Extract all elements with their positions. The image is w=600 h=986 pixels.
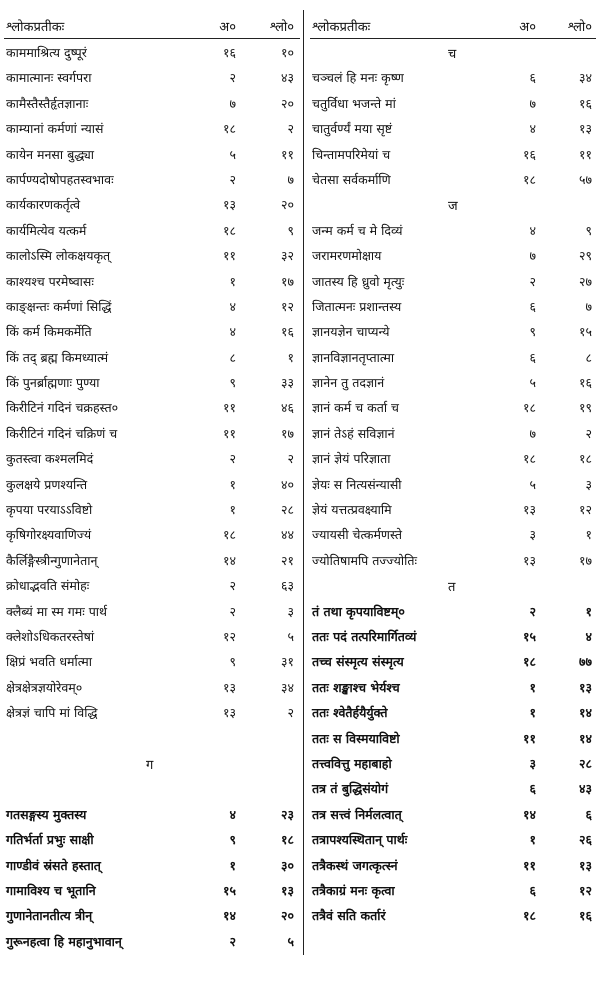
entry-term: ज्ञेयं यत्तत्प्रवक्ष्यामि	[312, 502, 392, 518]
entry-chapter: १४	[222, 908, 236, 924]
entry-chapter: ९	[529, 324, 536, 340]
entry-term: तच्च संस्मृत्य संस्मृत्य	[312, 654, 404, 670]
entry-chapter: ११	[222, 425, 236, 441]
entry-chapter: १	[229, 857, 236, 873]
index-entry	[310, 496, 596, 521]
entry-term: तत्रापश्यस्थितान् पार्थः	[312, 832, 408, 848]
entry-term: ततः पदं तत्परिमार्गितव्यं	[312, 628, 417, 644]
entry-chapter: १३	[222, 705, 236, 721]
index-entry	[4, 623, 300, 648]
index-entry	[4, 928, 300, 953]
entry-chapter: ६	[529, 781, 536, 797]
entry-term: किं कर्म किमकर्मेति	[6, 324, 92, 340]
header-row	[4, 12, 300, 39]
entry-term: गुणानेतानतीत्य त्रीन्	[6, 908, 93, 924]
index-entry	[310, 268, 596, 293]
entry-chapter: ९	[229, 654, 236, 670]
entry-list	[310, 598, 596, 928]
entry-term: जन्म कर्म च मे दिव्यं	[312, 222, 403, 238]
entry-chapter: १६	[522, 146, 536, 162]
entry-verse: १६	[578, 908, 592, 924]
index-entry	[310, 166, 596, 191]
entry-verse: ४४	[280, 527, 294, 543]
section-heading-ja: ज	[448, 199, 458, 215]
entry-term: कार्यमित्येव यत्कर्म	[6, 222, 87, 238]
entry-chapter: १	[529, 679, 536, 695]
index-entry	[4, 801, 300, 826]
index-entry	[4, 674, 300, 699]
entry-list	[4, 801, 300, 953]
entry-term: कार्यकारणकर्तृत्वे	[6, 197, 81, 213]
entry-verse: ४०	[280, 476, 294, 492]
entry-chapter: १६	[222, 45, 236, 60]
index-entry	[310, 471, 596, 496]
section-heading-cha: च	[448, 47, 457, 62]
entry-term: कायेन मनसा बुद्ध्या	[6, 146, 94, 162]
entry-verse: ३३	[280, 375, 294, 391]
index-entry	[4, 293, 300, 318]
index-entry	[310, 445, 596, 470]
index-entry	[310, 725, 596, 750]
entry-chapter: ५	[529, 476, 536, 492]
entry-term: ततः स विस्मयाविष्टो	[312, 730, 400, 746]
index-entry	[4, 242, 300, 267]
entry-verse: ३४	[280, 679, 294, 695]
index-entry	[4, 318, 300, 343]
index-entry	[310, 598, 596, 623]
entry-verse: १२	[280, 298, 294, 314]
entry-term: कामात्मानः स्वर्गपरा	[6, 70, 92, 86]
entry-chapter: १३	[522, 552, 536, 568]
entry-verse: २३	[280, 806, 294, 822]
entry-verse: ८	[585, 349, 592, 365]
left-column	[4, 12, 300, 953]
entry-term: तत्त्ववित्तु महाबाहो	[312, 755, 392, 771]
entry-term: तत्रैवं सति कर्तारं	[312, 908, 386, 924]
entry-list	[310, 217, 596, 572]
entry-chapter: २	[229, 171, 236, 187]
entry-term: क्षिप्रं भवति धर्मात्मा	[6, 654, 92, 670]
entry-term: गाण्डीवं स्रंसते हस्तात्	[6, 857, 101, 873]
index-entry	[310, 521, 596, 546]
index-entry	[310, 420, 596, 445]
entry-chapter: १८	[222, 222, 236, 238]
entry-term: ज्ञानविज्ञानतृप्तात्मा	[312, 349, 395, 365]
entry-chapter: १३	[222, 679, 236, 695]
entry-term: गुरूनहत्वा हि महानुभावान्	[6, 933, 122, 949]
index-entry	[310, 801, 596, 826]
entry-verse: ३२	[280, 248, 294, 264]
entry-chapter: १५	[522, 628, 536, 644]
index-entry	[4, 90, 300, 115]
entry-term: गामाविश्य च भूतानि	[6, 882, 96, 898]
entry-verse: १४	[578, 705, 592, 721]
entry-chapter: २	[229, 933, 236, 949]
entry-list	[4, 39, 300, 725]
entry-chapter: १४	[222, 552, 236, 568]
entry-verse: ७७	[578, 654, 592, 670]
entry-chapter: १८	[222, 527, 236, 543]
entry-term: ततः शङ्खाश्च भेर्यश्च	[312, 679, 400, 695]
entry-list	[310, 64, 596, 191]
entry-chapter: ४	[529, 222, 536, 238]
index-entry	[4, 521, 300, 546]
index-entry	[310, 344, 596, 369]
index-entry	[310, 902, 596, 927]
index-entry	[4, 39, 300, 64]
index-entry	[310, 217, 596, 242]
entry-term: क्षेत्रज्ञं चापि मां विद्धि	[6, 705, 98, 721]
entry-chapter: ४	[229, 806, 236, 822]
entry-term: चातुर्वर्ण्यं मया सृष्टं	[312, 121, 393, 137]
entry-verse: ३	[585, 476, 592, 492]
section-heading-ta: त	[448, 580, 456, 596]
index-entry	[310, 115, 596, 140]
entry-chapter: १३	[522, 502, 536, 518]
entry-chapter: ११	[522, 730, 536, 746]
index-entry	[4, 699, 300, 724]
entry-term: ततः श्वेतैर्हयैर्युक्ते	[312, 705, 388, 721]
entry-chapter: १	[229, 502, 236, 518]
entry-verse: १३	[578, 857, 592, 873]
entry-verse: २०	[280, 197, 294, 213]
column-divider	[303, 10, 304, 955]
entry-verse: १७	[280, 273, 294, 289]
entry-term: ज्यायसी चेत्कर्मणस्ते	[312, 527, 402, 543]
entry-chapter: २	[229, 603, 236, 619]
entry-chapter: ६	[529, 349, 536, 365]
entry-verse: ९	[287, 222, 294, 238]
entry-chapter: ३	[529, 755, 536, 771]
entry-chapter: २	[229, 578, 236, 594]
entry-verse: ११	[280, 146, 294, 162]
index-entry	[4, 598, 300, 623]
entry-term: ज्ञानेन तु तदज्ञानं	[312, 375, 385, 391]
entry-verse: १८	[280, 832, 294, 848]
entry-term: किरीटिनं गदिनं चक्रिणं च	[6, 425, 118, 441]
entry-verse: १३	[280, 882, 294, 898]
entry-term: तत्रैकाग्रं मनः कृत्वा	[312, 882, 395, 898]
entry-verse: ७	[585, 298, 592, 314]
entry-verse: २८	[280, 502, 294, 518]
entry-verse: ४३	[578, 781, 592, 797]
header-verse: श्लो०	[567, 20, 592, 35]
index-entry	[4, 877, 300, 902]
entry-chapter: ३	[529, 527, 536, 543]
entry-verse: ५	[287, 933, 294, 949]
index-entry	[4, 572, 300, 597]
index-entry	[310, 877, 596, 902]
entry-chapter: १२	[222, 628, 236, 644]
entry-term: जातस्य हि ध्रुवो मृत्युः	[312, 273, 405, 289]
index-entry	[310, 293, 596, 318]
entry-term: कार्पण्यदोषोपहतस्वभावः	[6, 171, 114, 187]
entry-chapter: १	[229, 273, 236, 289]
entry-verse: २८	[578, 755, 592, 771]
entry-verse: ३१	[280, 654, 294, 670]
index-entry	[310, 852, 596, 877]
entry-verse: १८	[578, 451, 592, 467]
entry-verse: १०	[280, 45, 294, 60]
entry-verse: १	[585, 527, 592, 543]
index-entry	[4, 141, 300, 166]
entry-verse: २९	[578, 248, 592, 264]
entry-verse: ७	[287, 171, 294, 187]
entry-term: कुतस्त्वा कश्मलमिदं	[6, 451, 94, 467]
entry-chapter: ७	[529, 248, 536, 264]
entry-chapter: १८	[522, 908, 536, 924]
entry-term: क्लेशोऽधिकतरस्तेषां	[6, 628, 95, 644]
entry-term: तत्र सत्त्वं निर्मलत्वात्	[312, 806, 402, 822]
entry-term: जितात्मनः प्रशान्तस्य	[312, 298, 402, 314]
entry-term: ज्ञानयज्ञेन चाप्यन्ये	[312, 324, 390, 340]
entry-verse: २	[287, 121, 294, 137]
entry-term: गतिर्भर्ता प्रभुः साक्षी	[6, 832, 94, 848]
entry-term: ज्योतिषामपि तज्ज्योतिः	[312, 552, 418, 568]
index-entry	[310, 242, 596, 267]
entry-chapter: ९	[229, 375, 236, 391]
entry-term: जरामरणमोक्षाय	[312, 248, 382, 264]
entry-term: क्षेत्रक्षेत्रज्ञयोरेवम्०	[6, 679, 83, 695]
entry-term: तत्रैकस्थं जगत्कृत्स्नं	[312, 857, 398, 873]
entry-verse: २१	[280, 552, 294, 568]
entry-verse: ५७	[578, 171, 592, 187]
entry-term: कुलक्षये प्रणश्यन्ति	[6, 476, 88, 492]
entry-verse: ९	[585, 222, 592, 238]
entry-chapter: १८	[522, 451, 536, 467]
entry-verse: २७	[578, 273, 592, 289]
entry-verse: १३	[578, 121, 592, 137]
entry-verse: १९	[578, 400, 592, 416]
entry-chapter: ५	[229, 146, 236, 162]
entry-verse: १७	[578, 552, 592, 568]
entry-verse: ४	[585, 628, 592, 644]
section-heading-ga: ग	[146, 757, 154, 773]
entry-verse: १६	[578, 375, 592, 391]
entry-term: कालोऽस्मि लोकक्षयकृत्	[6, 248, 111, 264]
index-entry	[4, 852, 300, 877]
entry-term: कृषिगोरक्ष्यवाणिज्यं	[6, 527, 92, 543]
header-term: श्लोकप्रतीकः	[6, 20, 65, 35]
entry-chapter: ११	[222, 400, 236, 416]
entry-term: ज्ञानं तेऽहं सविज्ञानं	[312, 425, 395, 441]
header-chapter: अ०	[219, 20, 236, 35]
entry-chapter: १८	[522, 171, 536, 187]
entry-term: किं पुनर्ब्राह्मणाः पुण्या	[6, 375, 100, 391]
index-entry	[4, 648, 300, 673]
entry-term: कैर्लिङ्गैस्त्रीन्गुणानेतान्	[6, 552, 98, 568]
entry-term: क्लैब्यं मा स्म गमः पार्थ	[6, 603, 108, 619]
entry-chapter: १८	[222, 121, 236, 137]
entry-chapter: ८	[229, 349, 236, 365]
entry-verse: २	[287, 705, 294, 721]
entry-chapter: ७	[229, 95, 236, 111]
entry-term: ज्ञानं ज्ञेयं परिज्ञाता	[312, 451, 391, 467]
entry-verse: १२	[578, 882, 592, 898]
entry-term: गतसङ्गस्य मुक्तस्य	[6, 806, 87, 822]
entry-verse: १६	[280, 324, 294, 340]
entry-chapter: ९	[229, 832, 236, 848]
entry-term: ज्ञानं कर्म च कर्ता च	[312, 400, 399, 416]
entry-chapter: २	[229, 451, 236, 467]
entry-term: तं तथा कृपयाविष्टम्०	[312, 603, 405, 619]
entry-verse: २६	[578, 832, 592, 848]
entry-verse: १६	[578, 95, 592, 111]
entry-verse: ६३	[280, 578, 294, 594]
entry-chapter: ६	[529, 882, 536, 898]
index-entry	[4, 217, 300, 242]
entry-verse: २	[585, 425, 592, 441]
index-entry	[310, 369, 596, 394]
entry-term: चञ्चलं हि मनः कृष्ण	[312, 70, 404, 86]
entry-chapter: १	[229, 476, 236, 492]
entry-chapter: ७	[529, 95, 536, 111]
entry-term: काश्यश्च परमेष्वासः	[6, 273, 94, 289]
entry-chapter: ४	[529, 121, 536, 137]
index-entry	[310, 648, 596, 673]
index-entry	[4, 191, 300, 216]
entry-verse: ३	[287, 603, 294, 619]
entry-verse: १७	[280, 425, 294, 441]
index-entry	[4, 369, 300, 394]
entry-verse: ४६	[280, 400, 294, 416]
entry-verse: ३०	[280, 857, 294, 873]
entry-chapter: १४	[522, 806, 536, 822]
entry-term: किरीटिनं गदिनं चक्रहस्त०	[6, 400, 119, 416]
entry-term: तत्र तं बुद्धिसंयोगं	[312, 781, 389, 797]
entry-term: क्रोधाद्भवति संमोहः	[6, 578, 90, 594]
entry-term: काङ्क्षन्तः कर्मणां सिद्धिं	[6, 298, 112, 314]
entry-verse: १४	[578, 730, 592, 746]
entry-verse: २०	[280, 95, 294, 111]
index-entry	[310, 750, 596, 775]
header-row	[310, 12, 596, 39]
entry-term: ज्ञेयः स नित्यसंन्यासी	[312, 476, 402, 492]
index-entry	[310, 623, 596, 648]
entry-term: चतुर्विधा भजन्ते मां	[312, 95, 396, 111]
index-entry	[310, 547, 596, 572]
index-entry	[310, 90, 596, 115]
entry-chapter: ६	[529, 70, 536, 86]
entry-verse: १३	[578, 679, 592, 695]
index-entry	[4, 445, 300, 470]
index-entry	[4, 826, 300, 851]
index-entry	[4, 471, 300, 496]
entry-chapter: १८	[522, 654, 536, 670]
entry-verse: १	[585, 603, 592, 619]
entry-verse: ११	[578, 146, 592, 162]
entry-verse: ३४	[578, 70, 592, 86]
entry-chapter: २	[229, 70, 236, 86]
index-entry	[310, 64, 596, 89]
index-entry	[310, 775, 596, 800]
entry-verse: १२	[578, 502, 592, 518]
entry-chapter: १	[529, 832, 536, 848]
entry-chapter: १३	[222, 197, 236, 213]
entry-verse: ६	[585, 806, 592, 822]
entry-term: किं तद् ब्रह्म किमध्यात्मं	[6, 349, 109, 365]
index-entry	[4, 115, 300, 140]
entry-term: चिन्तामपरिमेयां च	[312, 146, 391, 162]
entry-chapter: १५	[222, 882, 236, 898]
entry-verse: १	[287, 349, 294, 365]
entry-chapter: ११	[222, 248, 236, 264]
index-entry	[310, 141, 596, 166]
header-chapter: अ०	[519, 20, 536, 35]
entry-term: कृपया परयाऽऽविष्टो	[6, 502, 93, 518]
index-entry	[4, 420, 300, 445]
index-entry	[4, 64, 300, 89]
entry-chapter: ७	[529, 425, 536, 441]
index-entry	[310, 674, 596, 699]
index-entry	[4, 268, 300, 293]
entry-term: काममाश्रित्य दुष्पूरं	[6, 45, 87, 60]
entry-verse: ५	[287, 628, 294, 644]
entry-chapter: ६	[529, 298, 536, 314]
index-entry	[4, 496, 300, 521]
index-entry	[4, 547, 300, 572]
index-entry	[4, 166, 300, 191]
entry-verse: १५	[578, 324, 592, 340]
entry-chapter: ४	[229, 324, 236, 340]
entry-verse: ४३	[280, 70, 294, 86]
index-entry	[4, 902, 300, 927]
entry-term: काम्यानां कर्मणां न्यासं	[6, 121, 104, 137]
entry-chapter: ११	[522, 857, 536, 873]
index-entry	[310, 318, 596, 343]
entry-term: कामैस्तैस्तैर्हृतज्ञानाः	[6, 95, 89, 111]
entry-chapter: १	[529, 705, 536, 721]
index-entry	[4, 394, 300, 419]
entry-verse: २	[287, 451, 294, 467]
index-entry	[310, 394, 596, 419]
header-verse: श्लो०	[269, 20, 294, 35]
right-column	[310, 12, 596, 928]
header-term: श्लोकप्रतीकः	[312, 20, 371, 35]
entry-chapter: ४	[229, 298, 236, 314]
index-entry	[4, 344, 300, 369]
entry-chapter: २	[529, 273, 536, 289]
entry-verse: २०	[280, 908, 294, 924]
index-entry	[310, 826, 596, 851]
entry-chapter: १८	[522, 400, 536, 416]
entry-chapter: २	[529, 603, 536, 619]
entry-term: चेतसा सर्वकर्माणि	[312, 171, 391, 187]
entry-chapter: ५	[529, 375, 536, 391]
index-entry	[310, 699, 596, 724]
